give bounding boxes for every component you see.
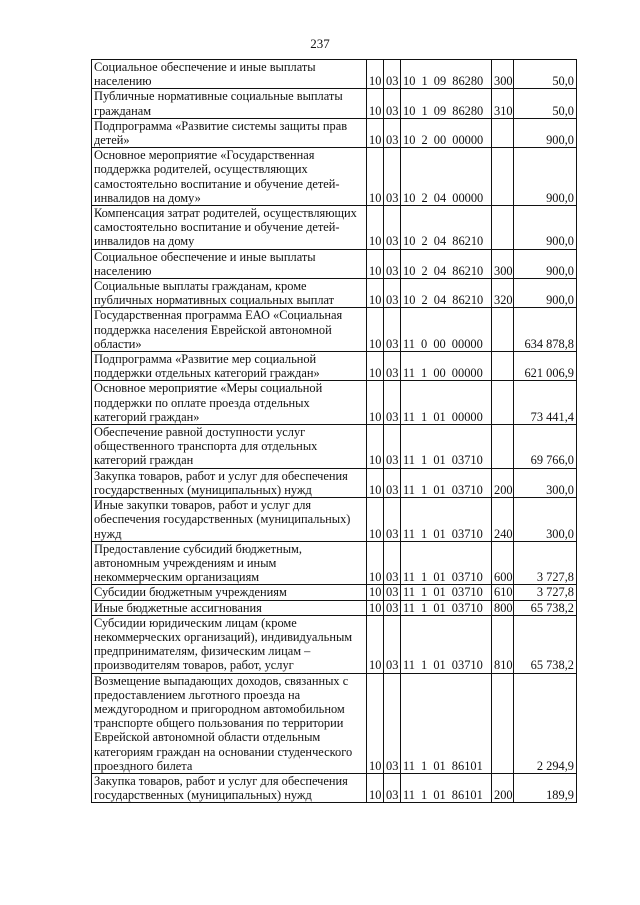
target-article-code: 10 2 00 00000 <box>401 118 492 147</box>
row-name: Государственная программа ЕАО «Социальная поддержка населения Еврейской автономной области» <box>92 308 367 352</box>
target-article-code: 11 1 01 03710 <box>401 425 492 469</box>
subsection-code: 03 <box>384 148 401 206</box>
budget-table-body <box>92 60 577 803</box>
subsection-code: 03 <box>384 89 401 118</box>
expense-type-code: 810 <box>492 615 514 673</box>
subsection-code: 03 <box>384 352 401 381</box>
table-row <box>92 206 577 250</box>
amount: 634 878,8 <box>514 308 577 352</box>
subsection-code: 03 <box>384 615 401 673</box>
target-article-code: 11 1 01 03710 <box>401 615 492 673</box>
row-name: Социальное обеспечение и иные выплаты населению <box>92 60 367 89</box>
expense-type-code: 300 <box>492 249 514 278</box>
ministry-code: 10 <box>367 60 384 89</box>
row-name: Подпрограмма «Развитие системы защиты прав детей» <box>92 118 367 147</box>
expense-type-code: 200 <box>492 468 514 497</box>
expense-type-code <box>492 381 514 425</box>
row-name: Основное мероприятие «Меры социальной поддержки по оплате проезда отдельных категорий граждан» <box>92 381 367 425</box>
expense-type-code: 610 <box>492 585 514 600</box>
expense-type-code: 240 <box>492 498 514 542</box>
amount: 65 738,2 <box>514 600 577 615</box>
subsection-code: 03 <box>384 773 401 802</box>
expense-type-code: 320 <box>492 279 514 308</box>
target-article-code: 11 1 01 03710 <box>401 498 492 542</box>
row-name: Иные закупки товаров, работ и услуг для обеспечения государственных (муниципальных) нужд <box>92 498 367 542</box>
row-name: Субсидии юридическим лицам (кроме некоммерческих организаций), индивидуальным предпринимателям, физическим лицам – производителям товаров, работ, услуг <box>92 615 367 673</box>
ministry-code: 10 <box>367 673 384 773</box>
row-name: Социальное обеспечение и иные выплаты населению <box>92 249 367 278</box>
expense-type-code: 300 <box>492 60 514 89</box>
subsection-code: 03 <box>384 206 401 250</box>
ministry-code: 10 <box>367 468 384 497</box>
target-article-code: 10 1 09 86280 <box>401 60 492 89</box>
target-article-code: 10 2 04 86210 <box>401 249 492 278</box>
budget-table <box>91 59 577 803</box>
ministry-code: 10 <box>367 118 384 147</box>
ministry-code: 10 <box>367 600 384 615</box>
table-row <box>92 615 577 673</box>
table-row <box>92 118 577 147</box>
target-article-code: 11 1 01 03710 <box>401 600 492 615</box>
subsection-code: 03 <box>384 468 401 497</box>
ministry-code: 10 <box>367 498 384 542</box>
table-row <box>92 425 577 469</box>
amount: 300,0 <box>514 468 577 497</box>
table-row <box>92 249 577 278</box>
table-row <box>92 352 577 381</box>
subsection-code: 03 <box>384 600 401 615</box>
row-name: Предоставление субсидий бюджетным, автономным учреждениям и иным некоммерческим организациям <box>92 541 367 585</box>
expense-type-code <box>492 673 514 773</box>
expense-type-code <box>492 425 514 469</box>
subsection-code: 03 <box>384 541 401 585</box>
ministry-code: 10 <box>367 425 384 469</box>
target-article-code: 11 1 01 03710 <box>401 468 492 497</box>
target-article-code: 10 2 04 86210 <box>401 206 492 250</box>
row-name: Закупка товаров, работ и услуг для обеспечения государственных (муниципальных) нужд <box>92 773 367 802</box>
ministry-code: 10 <box>367 249 384 278</box>
amount: 50,0 <box>514 89 577 118</box>
target-article-code: 11 0 00 00000 <box>401 308 492 352</box>
target-article-code: 11 1 01 86101 <box>401 673 492 773</box>
table-row <box>92 148 577 206</box>
expense-type-code <box>492 148 514 206</box>
table-row <box>92 673 577 773</box>
subsection-code: 03 <box>384 585 401 600</box>
table-row <box>92 308 577 352</box>
amount: 73 441,4 <box>514 381 577 425</box>
amount: 3 727,8 <box>514 541 577 585</box>
amount: 65 738,2 <box>514 615 577 673</box>
amount: 189,9 <box>514 773 577 802</box>
subsection-code: 03 <box>384 673 401 773</box>
amount: 2 294,9 <box>514 673 577 773</box>
subsection-code: 03 <box>384 308 401 352</box>
row-name: Иные бюджетные ассигнования <box>92 600 367 615</box>
target-article-code: 10 1 09 86280 <box>401 89 492 118</box>
amount: 900,0 <box>514 148 577 206</box>
expense-type-code: 310 <box>492 89 514 118</box>
table-row <box>92 381 577 425</box>
subsection-code: 03 <box>384 498 401 542</box>
ministry-code: 10 <box>367 381 384 425</box>
subsection-code: 03 <box>384 425 401 469</box>
subsection-code: 03 <box>384 279 401 308</box>
table-row <box>92 89 577 118</box>
ministry-code: 10 <box>367 206 384 250</box>
amount: 69 766,0 <box>514 425 577 469</box>
amount: 900,0 <box>514 279 577 308</box>
ministry-code: 10 <box>367 585 384 600</box>
row-name: Основное мероприятие «Государственная поддержка родителей, осуществляющих самостоятельно воспитание и обучение детей-инвалидов на дому» <box>92 148 367 206</box>
ministry-code: 10 <box>367 352 384 381</box>
table-row <box>92 498 577 542</box>
table-row <box>92 541 577 585</box>
target-article-code: 11 1 01 03710 <box>401 585 492 600</box>
table-row <box>92 600 577 615</box>
ministry-code: 10 <box>367 615 384 673</box>
target-article-code: 11 1 01 86101 <box>401 773 492 802</box>
row-name: Закупка товаров, работ и услуг для обеспечения государственных (муниципальных) нужд <box>92 468 367 497</box>
target-article-code: 11 1 00 00000 <box>401 352 492 381</box>
expense-type-code <box>492 308 514 352</box>
subsection-code: 03 <box>384 118 401 147</box>
amount: 621 006,9 <box>514 352 577 381</box>
subsection-code: 03 <box>384 60 401 89</box>
expense-type-code <box>492 118 514 147</box>
expense-type-code: 200 <box>492 773 514 802</box>
expense-type-code: 800 <box>492 600 514 615</box>
target-article-code: 11 1 01 03710 <box>401 541 492 585</box>
row-name: Субсидии бюджетным учреждениям <box>92 585 367 600</box>
row-name: Подпрограмма «Развитие мер социальной поддержки отдельных категорий граждан» <box>92 352 367 381</box>
ministry-code: 10 <box>367 279 384 308</box>
row-name: Обеспечение равной доступности услуг общественного транспорта для отдельных категорий граждан <box>92 425 367 469</box>
row-name: Публичные нормативные социальные выплаты гражданам <box>92 89 367 118</box>
amount: 900,0 <box>514 249 577 278</box>
ministry-code: 10 <box>367 773 384 802</box>
table-row <box>92 773 577 802</box>
target-article-code: 10 2 04 00000 <box>401 148 492 206</box>
subsection-code: 03 <box>384 381 401 425</box>
target-article-code: 11 1 01 00000 <box>401 381 492 425</box>
row-name: Возмещение выпадающих доходов, связанных с предоставлением льготного проезда на междугородном и пригородном автомобильном транспорте общего пользования по территории Еврейской автономной области отдельным категориям граждан на основании студенческого проездного билета <box>92 673 367 773</box>
expense-type-code: 600 <box>492 541 514 585</box>
amount: 50,0 <box>514 60 577 89</box>
subsection-code: 03 <box>384 249 401 278</box>
ministry-code: 10 <box>367 541 384 585</box>
table-row <box>92 468 577 497</box>
amount: 900,0 <box>514 118 577 147</box>
target-article-code: 10 2 04 86210 <box>401 279 492 308</box>
ministry-code: 10 <box>367 89 384 118</box>
amount: 900,0 <box>514 206 577 250</box>
table-row <box>92 279 577 308</box>
amount: 3 727,8 <box>514 585 577 600</box>
row-name: Социальные выплаты гражданам, кроме публичных нормативных социальных выплат <box>92 279 367 308</box>
page-number: 237 <box>310 36 330 51</box>
table-row <box>92 585 577 600</box>
ministry-code: 10 <box>367 148 384 206</box>
table-row <box>92 60 577 89</box>
ministry-code: 10 <box>367 308 384 352</box>
amount: 300,0 <box>514 498 577 542</box>
expense-type-code <box>492 206 514 250</box>
row-name: Компенсация затрат родителей, осуществляющих самостоятельно воспитание и обучение детей-инвалидов на дому <box>92 206 367 250</box>
expense-type-code <box>492 352 514 381</box>
